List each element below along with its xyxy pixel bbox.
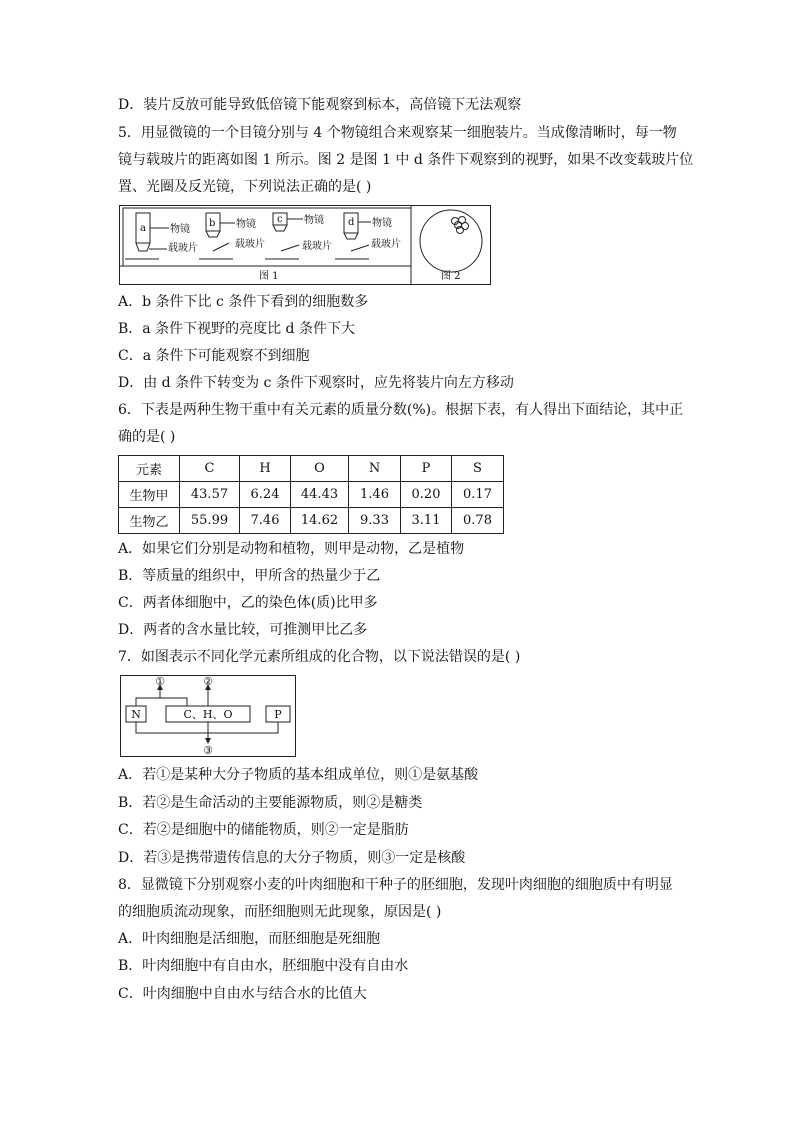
microscope-figure <box>119 205 491 285</box>
slide-label-d: 载玻片 <box>371 239 401 250</box>
p-label: P <box>274 708 282 721</box>
table-cell: 0.78 <box>452 508 504 534</box>
table-row <box>119 482 504 508</box>
q5-stem-line3: 置、光圈及反光镜，下列说法正确的是( ) <box>118 179 372 195</box>
table-cell: 44.43 <box>291 482 349 508</box>
q8-option-c: C．叶肉细胞中自由水与结合水的比值大 <box>118 986 367 1002</box>
q5-stem-line1: 5．用显微镜的一个目镜分别与 4 个物镜组合来观察某一细胞装片。当成像清晰时，每一物 <box>118 125 677 141</box>
q7-stem: 7．如图表示不同化学元素所组成的化合物，以下说法错误的是( ) <box>118 649 521 665</box>
n-label: N <box>131 708 141 721</box>
q5-option-d: D．由 d 条件下转变为 c 条件下观察时，应先将装片向左方移动 <box>118 375 514 391</box>
table-cell: 生物乙 <box>119 508 180 534</box>
q5-stem-line2: 镜与载玻片的距离如图 1 所示。图 2 是图 1 中 d 条件下观察到的视野，如果不改变载玻片位 <box>118 152 694 168</box>
objective-label-a: 物镜 <box>170 224 190 235</box>
q7-option-d: D．若③是携带遗传信息的大分子物质，则③一定是核酸 <box>118 850 466 866</box>
q6-option-a: A．如果它们分别是动物和植物，则甲是动物，乙是植物 <box>118 541 465 557</box>
slide-label-c: 载玻片 <box>302 241 332 252</box>
circle-2-label: ② <box>203 675 213 688</box>
table-cell: 3.11 <box>401 508 452 534</box>
q4-option-d: D．装片反放可能导致低倍镜下能观察到标本，高倍镜下无法观察 <box>118 97 522 113</box>
q7-option-c: C．若②是细胞中的储能物质，则②一定是脂肪 <box>118 822 409 838</box>
table-cell: 55.99 <box>180 508 240 534</box>
objective-label-d: 物镜 <box>372 218 392 229</box>
slide-label-a: 载玻片 <box>168 243 198 254</box>
q6-stem-line1: 6．下表是两种生物干重中有关元素的质量分数(%)。根据下表，有人得出下面结论，其中正 <box>118 402 684 418</box>
table-cell: 9.33 <box>349 508 401 534</box>
table-header-cell: N <box>349 456 401 482</box>
table-cell: 6.24 <box>240 482 291 508</box>
table-cell: 1.46 <box>349 482 401 508</box>
table-cell: 0.20 <box>401 482 452 508</box>
objective-label-c: 物镜 <box>304 215 324 226</box>
figure-1-caption: 图 1 <box>259 271 279 282</box>
q7-option-b: B．若②是生命活动的主要能源物质，则②是糖类 <box>118 795 423 811</box>
objective-a-label: a <box>140 223 146 234</box>
slide-label-b: 载玻片 <box>235 239 265 250</box>
figure-2-caption: 图 2 <box>441 271 461 282</box>
q8-stem-line1: 8．显微镜下分别观察小麦的叶肉细胞和干种子的胚细胞，发现叶肉细胞的细胞质中有明显 <box>118 877 673 893</box>
q7-option-a: A．若①是某种大分子物质的基本组成单位，则①是氨基酸 <box>118 767 479 783</box>
element-compound-diagram <box>120 675 296 757</box>
table-header-row <box>119 456 504 482</box>
circle-3-label: ③ <box>203 744 213 757</box>
q6-option-d: D．两者的含水量比较，可推测甲比乙多 <box>118 622 368 638</box>
objective-label-b: 物镜 <box>236 219 256 230</box>
q8-option-a: A．叶肉细胞是活细胞，而胚细胞是死细胞 <box>118 931 381 947</box>
objective-b-label: b <box>209 218 216 229</box>
cho-label: C、H、O <box>183 708 233 721</box>
q5-option-a: A．b 条件下比 c 条件下看到的细胞数多 <box>118 294 369 310</box>
q6-option-c: C．两者体细胞中，乙的染色体(质)比甲多 <box>118 595 378 611</box>
q5-option-c: C．a 条件下可能观察不到细胞 <box>118 348 310 364</box>
table-cell: 0.17 <box>452 482 504 508</box>
q8-option-b: B．叶肉细胞中有自由水，胚细胞中没有自由水 <box>118 958 409 974</box>
q6-option-b: B．等质量的组织中，甲所含的热量少于乙 <box>118 568 381 584</box>
table-cell: 生物甲 <box>119 482 180 508</box>
table-header-cell: O <box>291 456 349 482</box>
objective-c-label: c <box>277 214 283 225</box>
table-cell: 14.62 <box>291 508 349 534</box>
table-row <box>119 508 504 534</box>
table-cell: 43.57 <box>180 482 240 508</box>
objective-d-label: d <box>348 217 355 228</box>
table-header-cell: P <box>401 456 452 482</box>
q8-stem-line2: 的细胞质流动现象，而胚细胞则无此现象，原因是( ) <box>118 904 442 920</box>
table-header-cell: S <box>452 456 504 482</box>
table-header-cell: 元素 <box>119 456 180 482</box>
q6-stem-line2: 确的是( ) <box>118 429 176 445</box>
table-header-cell: H <box>240 456 291 482</box>
q5-option-b: B．a 条件下视野的亮度比 d 条件下大 <box>118 321 355 337</box>
circle-1-label: ① <box>155 675 165 688</box>
table-cell: 7.46 <box>240 508 291 534</box>
element-table <box>118 455 504 534</box>
table-header-cell: C <box>180 456 240 482</box>
